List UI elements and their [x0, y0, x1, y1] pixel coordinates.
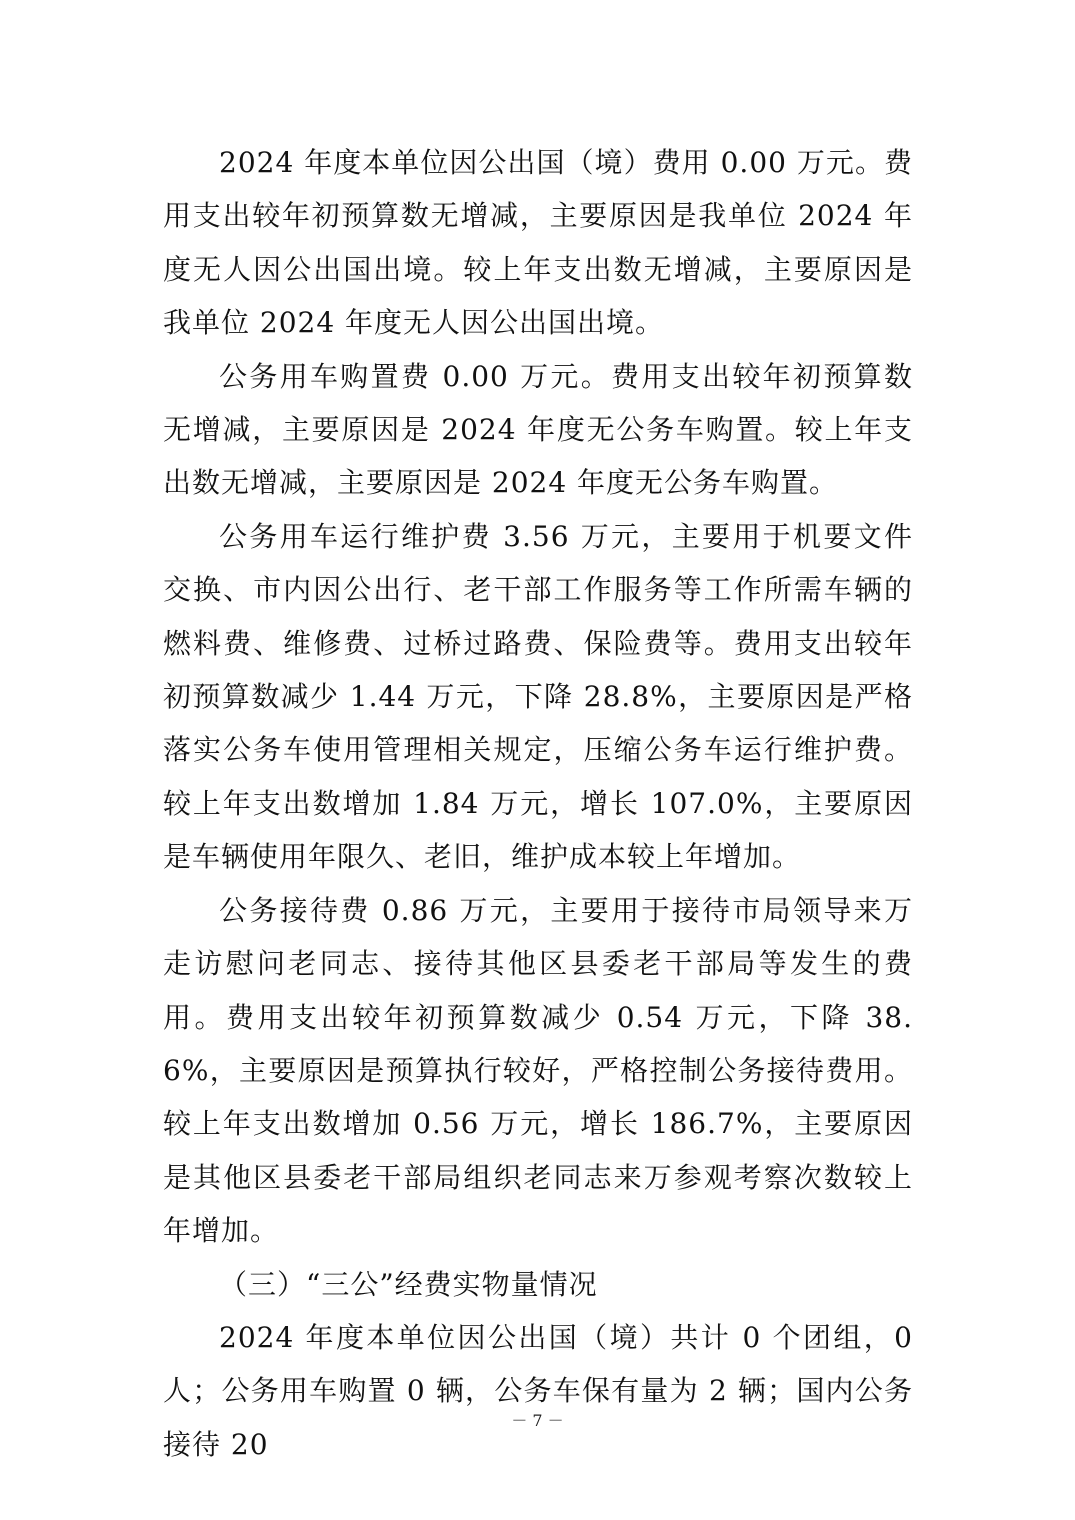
paragraph-vehicle-purchase: 公务用车购置费 0.00 万元。费用支出较年初预算数无增减，主要原因是 2024 年度无公务车购置。较上年支出数无增减，主要原因是 2024 年度无公务车购置。 — [163, 359, 913, 500]
document-body — [163, 136, 913, 1471]
paragraph-physical-quantity: 2024 年度本单位因公出国（境）共计 0 个团组，0 人；公务用车购置 0 辆，公务车保有量为 2 辆；国内公务接待 20 — [163, 1320, 913, 1461]
paragraph-overseas-travel: 2024 年度本单位因公出国（境）费用 0.00 万元。费用支出较年初预算数无增减，主要原因是我单位 2024 年度无人因公出国出境。较上年支出数无增减，主要原因是我单位 2024 年度无人因公出国出境。 — [163, 146, 913, 340]
section-heading: （三）“三公”经费实物量情况 — [219, 1267, 598, 1301]
paragraph-vehicle-maintenance: 公务用车运行维护费 3.56 万元，主要用于机要文件交换、市内因公出行、老干部工作服务等工作所需车辆的燃料费、维修费、过桥过路费、保险费等。费用支出较年初预算数减少 1.44 万元，下降 28.8%，主要原因是严格落实公务车使用管理相关规定，压缩公务车运行维护费。较上年支出数增加 1.84 万元，增长 107.0%，主要原因是车辆使用年限久、老旧，维护成本较上年增加。 — [163, 519, 913, 874]
page-number: － 7 － — [511, 1411, 564, 1430]
paragraph-official-reception: 公务接待费 0.86 万元，主要用于接待市局领导来万走访慰问老同志、接待其他区县委老干部局等发生的费用。费用支出较年初预算数减少 0.54 万元，下降 38.6%，主要原因是预算执行较好，严格控制公务接待费用。较上年支出数增加 0.56 万元，增长 186.7%，主要原因是其他区县委老干部局组织老同志来万参观考察次数较上年增加。 — [163, 893, 913, 1248]
